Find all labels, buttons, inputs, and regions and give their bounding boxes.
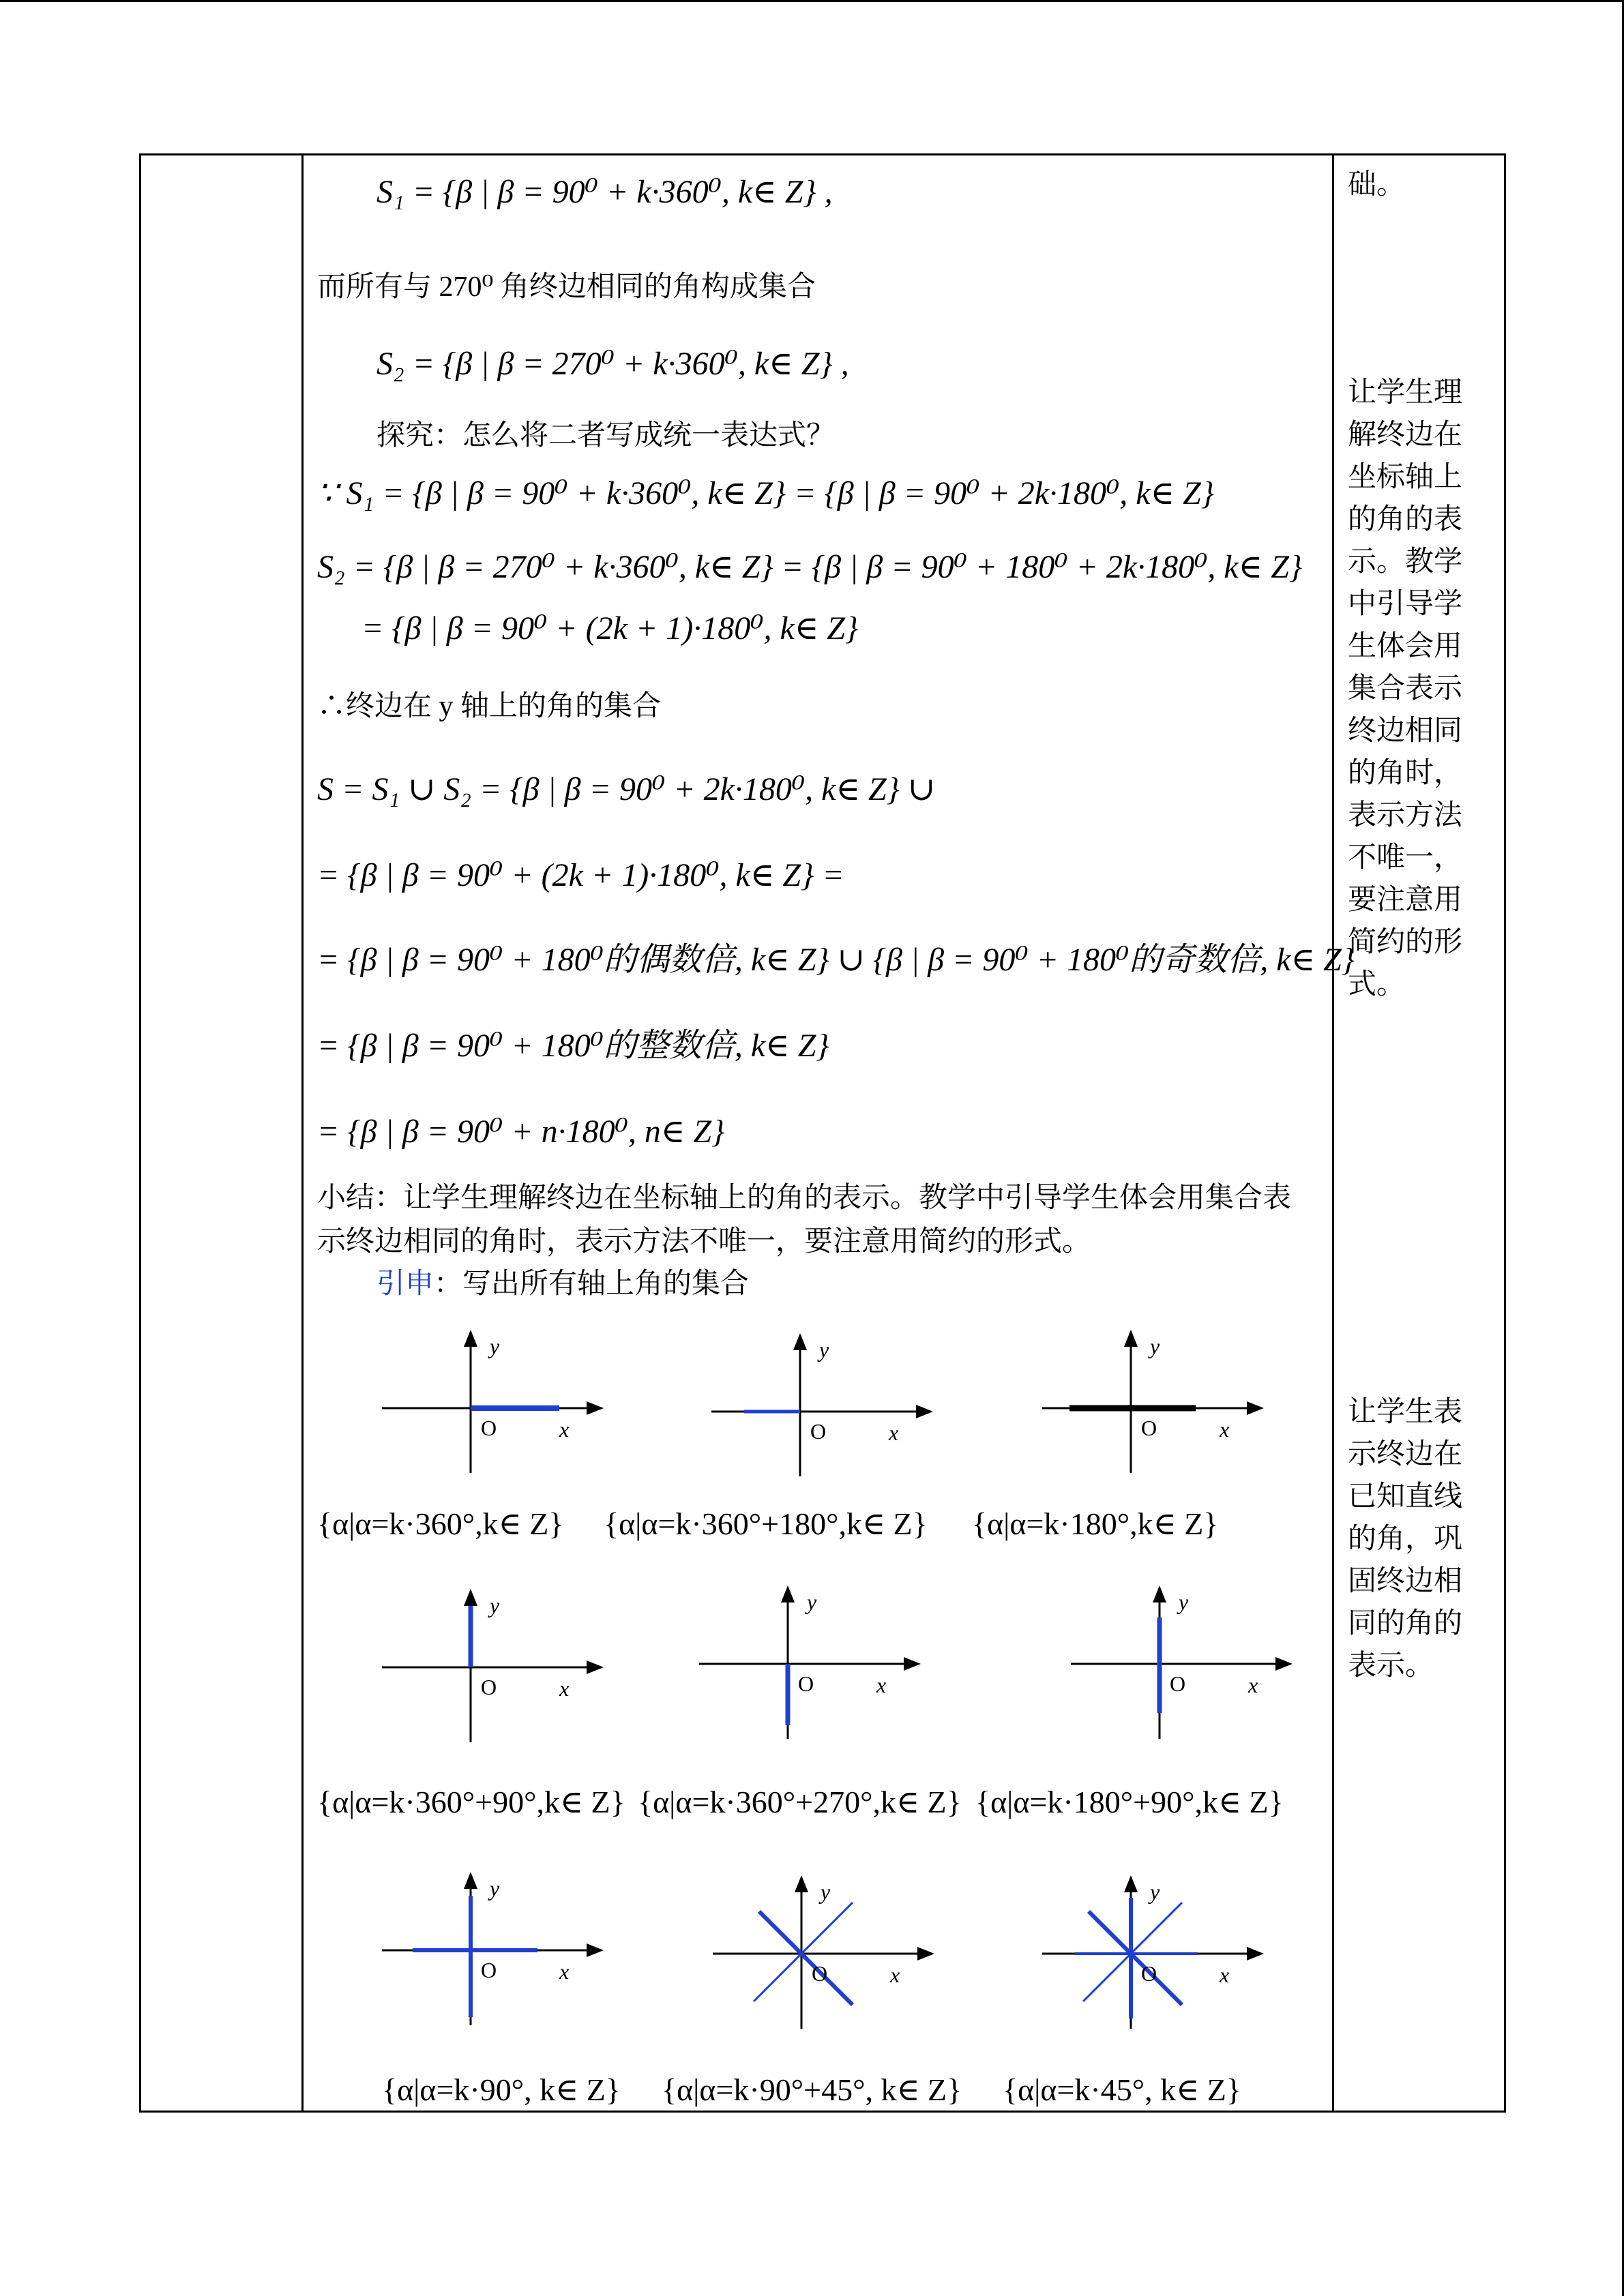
note-continuation: 础。 [1348,169,1406,200]
union-line-3: = {β | β = 90⁰ + 180⁰的偶数倍, k∈ Z} ∪ {β | β = 90⁰ + 180⁰的奇数倍, k∈ Z} [317,942,1355,978]
diagram-diagonals [713,1872,945,2029]
page-top-border [0,0,1624,2]
extension-heading [377,1270,749,1298]
diagram-y-axis [1071,1582,1303,1739]
diagram-positive-x-axis [382,1326,614,1483]
x-label: x [559,1959,570,1984]
x-label: x [1248,1673,1258,1697]
caption-k90-plus-45: {α|α=k·90°+45°, k∈ Z} [662,2072,962,2107]
s1-definition: S₁ = {β | β = 90⁰ + k·360⁰, k∈ Z} , [377,174,833,210]
caption-k180-plus-90: {α|α=k·180°+90°,k∈ Z} [975,1785,1284,1819]
caption-k180: {α|α=k·180°,k∈ Z} [972,1506,1219,1541]
extension-label: 引申 [377,1268,434,1300]
caption-k360-plus-90: {α|α=k·360°+90°,k∈ Z} [317,1785,625,1819]
summary-line-2: 示终边相同的角时，表示方法不唯一，要注意用简约的形式。 [317,1226,1091,1257]
y-label: y [490,1334,500,1358]
summary-line-1: 小结：让学生理解终边在坐标轴上的角的表示。教学中引导学生体会用集合表 [317,1182,1292,1214]
origin-label: O [798,1671,814,1696]
column-divider-2 [1332,153,1334,2113]
union-line-4: = {β | β = 90⁰ + 180⁰的整数倍, k∈ Z} [317,1028,829,1064]
diagram-both-axes [382,1868,614,2025]
explore-question: 探究：怎么将二者写成统一表达式？ [377,420,836,451]
origin-label: O [812,1961,828,1986]
origin-label: O [1170,1671,1186,1696]
terminal-ray-45-225 [754,1903,853,2001]
y-label: y [1150,1334,1160,1358]
union-line-2: = {β | β = 90⁰ + (2k + 1)·180⁰, k∈ Z} = [317,857,844,893]
therefore-y-axis: ∴终边在 y 轴上的角的集合 [317,691,662,722]
diagram-negative-y-axis [699,1582,931,1739]
union-line-5: = {β | β = 90⁰ + n·180⁰, n∈ Z} [317,1114,725,1150]
union-line-1: S = S₁ ∪ S₂ = {β | β = 90⁰ + 2k·180⁰, k∈ Z} ∪ [317,771,936,807]
diagram-negative-x-axis [711,1330,943,1487]
note-known-line-angles: 让学生表 示终边在 已知直线 的角，巩 固终边相 同的角的 表示。 [1348,1397,1463,1682]
s1-rewrite: ∵ S₁ = {β | β = 90⁰ + k·360⁰, k∈ Z} = {β | β = 90⁰ + 2k·180⁰, k∈ Z} [317,475,1215,511]
terminal-ray-135-315 [759,1911,853,2005]
diagram-x-axis [1042,1326,1274,1483]
x-label: x [1220,1963,1230,1987]
terminal-ray-135-315 [1089,1911,1182,2005]
y-label: y [821,1879,831,1904]
origin-label: O [1141,1416,1157,1440]
intro-270-text: 而所有与 270⁰ 角终边相同的角构成集合 [317,271,816,303]
note-axis-angles: 让学生理 解终边在 坐标轴上 的角的表 示。教学 中引导学 生体会用 集合表示 终边相同 的角时， 表示方法 不唯一， 要注意用 简约的形 式。 [1348,377,1463,1000]
caption-k45: {α|α=k·45°, k∈ Z} [1003,2072,1241,2107]
caption-k90: {α|α=k·90°, k∈ Z} [382,2072,621,2107]
origin-label: O [481,1958,497,1982]
y-label: y [490,1876,500,1900]
y-label: y [1179,1590,1189,1614]
origin-label: O [481,1675,497,1699]
column-divider-1 [301,153,304,2113]
s2-rewrite-continued: = {β | β = 90⁰ + (2k + 1)·180⁰, k∈ Z} [361,610,859,646]
s2-definition: S₂ = {β | β = 270⁰ + k·360⁰, k∈ Z} , [377,346,849,382]
y-label: y [1150,1879,1160,1904]
x-label: x [889,1420,899,1445]
diagram-all-45-lines [1042,1872,1274,2029]
y-label: y [490,1593,500,1617]
s2-rewrite: S₂ = {β | β = 270⁰ + k·360⁰, k∈ Z} = {β | β = 90⁰ + 180⁰ + 2k·180⁰, k∈ Z} [317,549,1303,585]
origin-label: O [810,1419,827,1444]
x-label: x [559,1676,570,1701]
y-label: y [807,1590,817,1614]
caption-k360-plus-180: {α|α=k·360°+180°,k∈ Z} [604,1506,928,1541]
x-label: x [559,1417,570,1442]
diagram-positive-y-axis [382,1585,614,1742]
caption-k360-plus-270: {α|α=k·360°+270°,k∈ Z} [638,1785,962,1819]
x-label: x [1220,1417,1230,1442]
x-label: x [890,1963,900,1987]
origin-label: O [481,1416,497,1440]
origin-label: O [1141,1961,1157,1986]
caption-k360: {α|α=k·360°,k∈ Z} [317,1506,564,1541]
x-label: x [876,1673,887,1697]
extension-text: ：写出所有轴上角的集合 [434,1268,750,1300]
y-label: y [819,1337,829,1362]
